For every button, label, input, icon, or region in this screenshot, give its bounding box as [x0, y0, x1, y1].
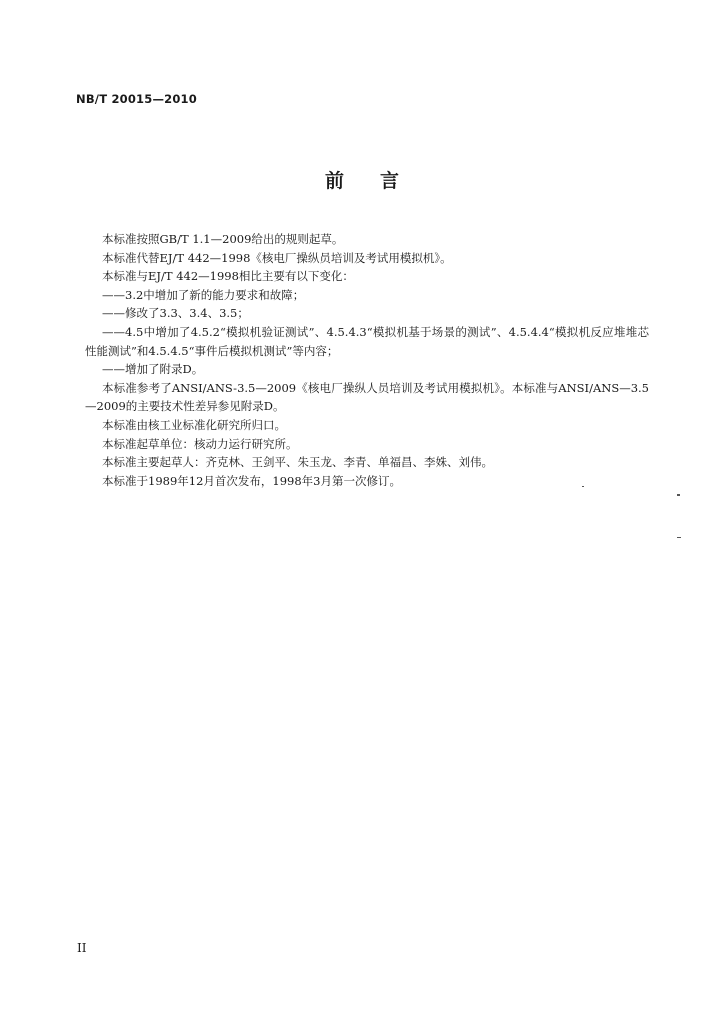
paragraph-history: 本标准于1989年12月首次发布，1998年3月第一次修订。: [102, 473, 401, 488]
change-item: ——4.5中增加了4.5.2“模拟机验证测试”、4.5.4.3“模拟机基于场景的测试”、4.5.4.4“模拟机反应堆堆芯性能测试”和4.5.4.5“事件后模拟机测试”等内容；: [85, 324, 649, 358]
paragraph-replaces: 本标准代替EJ/T 442—1998《核电厂操纵员培训及考试用模拟机》。: [102, 250, 452, 265]
scan-speck: [677, 494, 680, 496]
page-number: II: [77, 941, 87, 955]
change-item: ——增加了附录D。: [102, 362, 204, 377]
paragraph-changes-intro: 本标准与EJ/T 442—1998相比主要有以下变化：: [102, 269, 354, 284]
page-title: 前言: [324, 170, 435, 192]
change-item: ——修改了3.3、3.4、3.5；: [102, 306, 249, 321]
paragraph-drafting-rules: 本标准按照GB/T 1.1—2009给出的规则起草。: [102, 232, 344, 246]
paragraph-reference: 本标准参考了ANSI/ANS-3.5—2009《核电厂操纵人员培训及考试用模拟机》。本标准与ANSI/ANS—3.5—2009的主要技术性差异参见附录D。: [85, 380, 649, 414]
scan-speck: [677, 537, 681, 538]
scan-speck: [582, 486, 584, 487]
paragraph-drafting-unit: 本标准起草单位：核动力运行研究所。: [102, 436, 298, 451]
change-item: ——3.2中增加了新的能力要求和故障；: [102, 287, 305, 302]
paragraph-administration: 本标准由核工业标准化研究所归口。: [102, 417, 286, 432]
paragraph-drafters: 本标准主要起草人：齐克林、王剑平、朱玉龙、李青、单福昌、李姝、刘伟。: [102, 455, 493, 470]
standard-code: NB/T 20015—2010: [76, 92, 197, 106]
foreword-body: [85, 230, 649, 490]
